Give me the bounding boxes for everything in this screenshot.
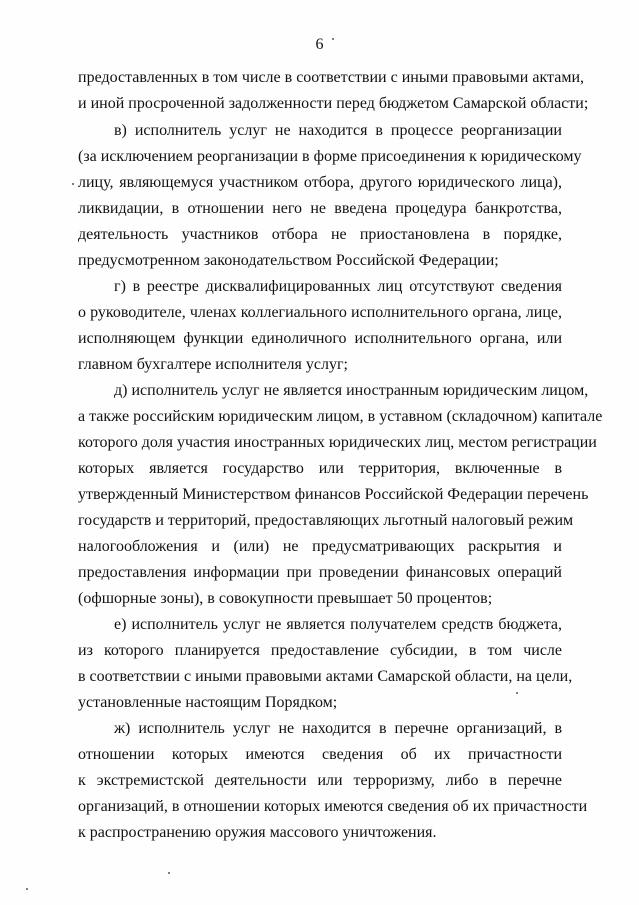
scan-speck xyxy=(516,692,518,694)
text-line: о руководителе, членах коллегиального исполнительного органа, лице, xyxy=(78,304,562,321)
text-line: деятельность участников отбора не приостановлена в порядке, xyxy=(78,226,562,243)
text-line: лицу, являющемуся участником отбора, другого юридического лица), xyxy=(78,174,562,191)
text-line: предоставленных в том числе в соответствии с иными правовыми актами, xyxy=(78,69,585,86)
text-line: установленные настоящим Порядком; xyxy=(78,694,338,711)
text-line: ликвидации, в отношении него не введена процедура банкротства, xyxy=(78,200,562,217)
scan-speck xyxy=(72,183,74,185)
text-line: предоставления информации при проведении финансовых операций xyxy=(78,564,562,581)
text-line: (за исключением реорганизации в форме присоединения к юридическому xyxy=(78,148,582,165)
page-number: 6 xyxy=(315,36,324,53)
text-line: государств и территорий, предоставляющих льготный налоговый режим xyxy=(78,512,574,529)
text-line: исполняющем функции единоличного исполнительного органа, или xyxy=(78,330,562,347)
text-line: а также российским юридическим лицом, в уставном (складочном) капитале xyxy=(78,408,603,425)
text-line: д) исполнитель услуг не является иностранным юридическим лицом, xyxy=(114,382,589,399)
text-line: в) исполнитель услуг не находится в процессе реорганизации xyxy=(114,122,562,139)
scan-speck xyxy=(332,38,334,40)
text-line: главном бухгалтере исполнителя услуг; xyxy=(78,356,348,373)
text-line: к экстремистской деятельности или терроризму, либо в перечне xyxy=(78,772,562,789)
scan-speck xyxy=(26,888,28,890)
text-line: е) исполнитель услуг не является получателем средств бюджета, xyxy=(114,616,562,633)
text-line: из которого планируется предоставление субсидии, в том числе xyxy=(78,642,562,659)
text-line: которых является государство или территория, включенные в xyxy=(78,460,562,477)
text-line: организаций, в отношении которых имеются сведения об их причастности xyxy=(78,798,588,815)
text-line: (офшорные зоны), в совокупности превышает 50 процентов; xyxy=(78,590,493,607)
text-line: предусмотренном законодательством Российской Федерации; xyxy=(78,252,499,269)
text-line: ж) исполнитель услуг не находится в перечне организаций, в xyxy=(114,720,562,737)
scan-speck xyxy=(168,872,170,874)
text-line: в соответствии с иными правовыми актами Самарской области, на цели, xyxy=(78,668,573,685)
text-line: г) в реестре дисквалифицированных лиц отсутствуют сведения xyxy=(114,278,562,295)
text-line: отношении которых имеются сведения об их причастности xyxy=(78,746,562,763)
text-line: к распространению оружия массового уничтожения. xyxy=(78,824,437,841)
text-line: и иной просроченной задолженности перед бюджетом Самарской области; xyxy=(78,95,589,112)
text-line: налогообложения и (или) не предусматривающих раскрытия и xyxy=(78,538,562,555)
text-line: которого доля участия иностранных юридических лиц, местом регистрации xyxy=(78,434,597,451)
text-line: утвержденный Министерством финансов Российской Федерации перечень xyxy=(78,486,589,503)
